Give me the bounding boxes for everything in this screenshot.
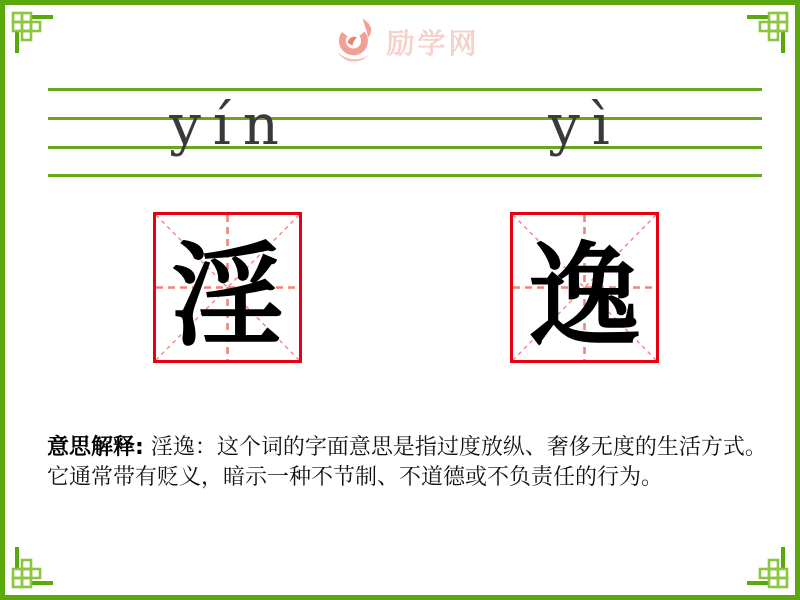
definition-text: 淫逸：这个词的字面意思是指过度放纵、奢侈无度的生活方式。它通常带有贬义，暗示一种不节制、不道德或不负责任的行为。 bbox=[47, 435, 767, 490]
pinyin-grid-line bbox=[48, 174, 762, 177]
corner-ornament-icon bbox=[7, 7, 53, 53]
definition-paragraph bbox=[47, 433, 767, 493]
character-grid-box bbox=[510, 212, 659, 363]
character-grid-box bbox=[153, 212, 302, 363]
hanzi-character-yin: 淫 bbox=[171, 231, 284, 362]
phoenix-swirl-icon bbox=[330, 17, 382, 67]
site-logo bbox=[5, 17, 800, 67]
definition-label: 意思解释: bbox=[47, 435, 144, 460]
pinyin-grid-line bbox=[48, 88, 762, 91]
corner-ornament-icon bbox=[7, 547, 53, 593]
pinyin-word-yin: yín bbox=[169, 93, 291, 158]
corner-ornament-icon bbox=[747, 7, 793, 53]
hanzi-character-yi: 逸 bbox=[528, 231, 641, 362]
site-logo-text: 励学网 bbox=[386, 27, 480, 60]
pinyin-word-yi: yì bbox=[548, 93, 622, 158]
corner-ornament-icon bbox=[747, 547, 793, 593]
